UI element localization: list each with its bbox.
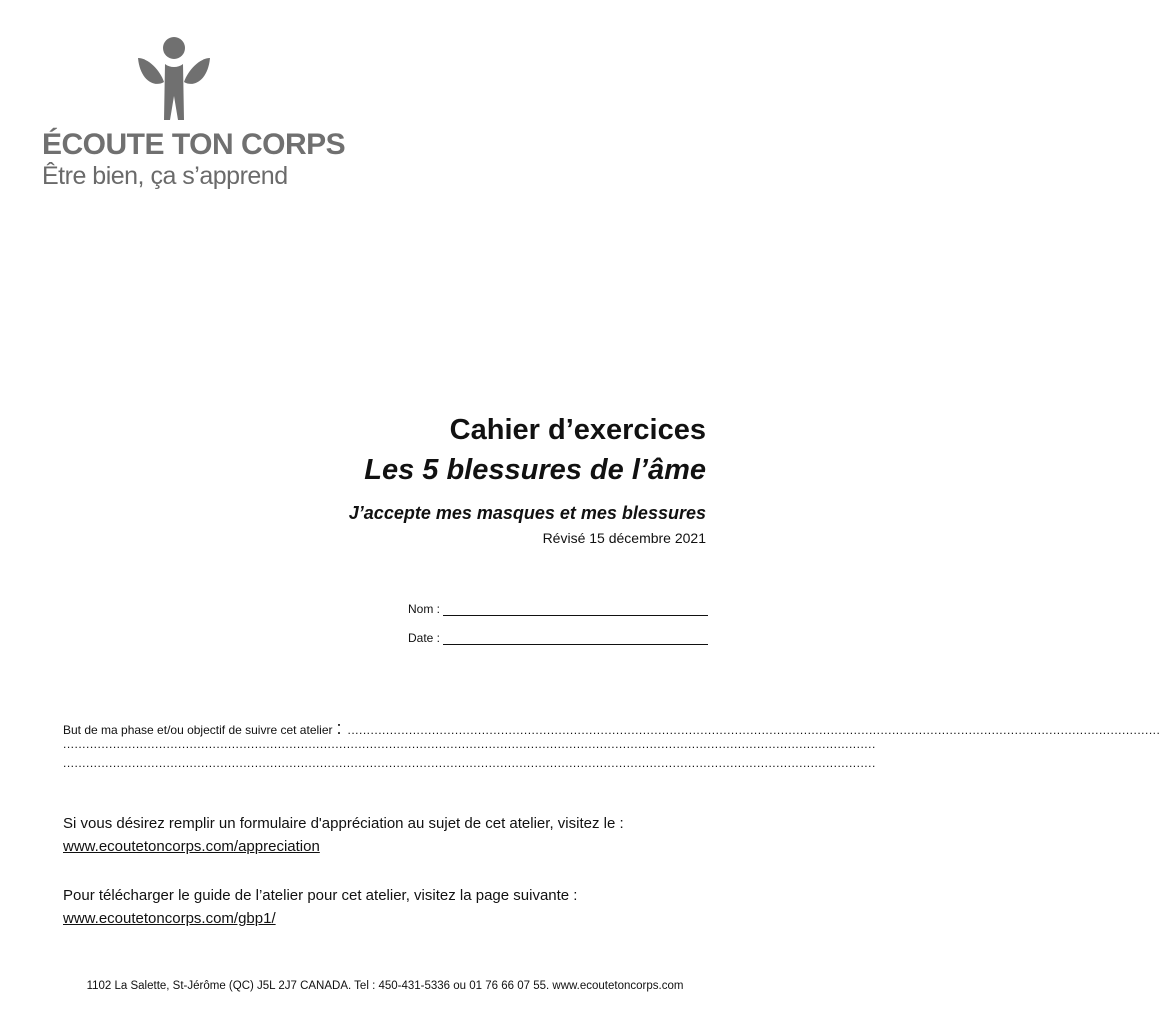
name-line[interactable] — [443, 601, 708, 616]
brand-name: ÉCOUTE TON CORPS — [42, 128, 346, 161]
goal-colon: : — [336, 718, 342, 738]
angel-figure-icon — [134, 36, 214, 122]
logo — [42, 36, 346, 191]
appreciation-section — [63, 812, 723, 858]
goal-section — [63, 718, 1160, 775]
guide-section — [63, 884, 723, 930]
title-block — [349, 410, 706, 546]
footer-address: 1102 La Salette, St-Jérôme (QC) J5L 2J7 CANADA. Tel : 450-431-5336 ou 01 76 66 07 55. www.ecoutetoncorps.com — [86, 980, 684, 992]
name-field[interactable] — [408, 596, 708, 616]
revision-date: Révisé 15 décembre 2021 — [542, 530, 706, 546]
guide-link[interactable]: www.ecoutetoncorps.com/gbp1/ — [63, 910, 276, 927]
goal-dots-line[interactable]: .................................................................................................................................................................................................................... — [347, 723, 1160, 737]
appreciation-text: Si vous désirez remplir un formulaire d'appréciation au sujet de cet atelier, visitez le : — [63, 815, 624, 832]
date-label: Date : — [408, 631, 441, 645]
date-line[interactable] — [443, 630, 708, 645]
guide-text: Pour télécharger le guide de l’atelier pour cet atelier, visitez la page suivante : — [63, 887, 578, 904]
goal-row-1[interactable] — [63, 718, 1160, 738]
page-title: Cahier d’exercices — [449, 414, 706, 446]
goal-row-3[interactable] — [63, 756, 876, 775]
brand-tagline: Être bien, ça s’apprend — [42, 162, 288, 190]
name-label: Nom : — [408, 602, 441, 616]
appreciation-link[interactable]: www.ecoutetoncorps.com/appreciation — [63, 838, 320, 855]
goal-row-2[interactable] — [63, 737, 876, 756]
page-subtitle-main: Les 5 blessures de l’âme — [364, 454, 706, 486]
identity-fields — [408, 596, 708, 654]
goal-label: But de ma phase et/ou objectif de suivre cet atelier — [63, 723, 333, 737]
goal-dots-line[interactable]: .................................................................................................................................................................................................................... — [63, 756, 876, 770]
goal-dots-line[interactable]: .................................................................................................................................................................................................................... — [63, 737, 876, 751]
date-field[interactable] — [408, 625, 708, 645]
page-subtitle: J’accepte mes masques et mes blessures — [348, 503, 706, 523]
